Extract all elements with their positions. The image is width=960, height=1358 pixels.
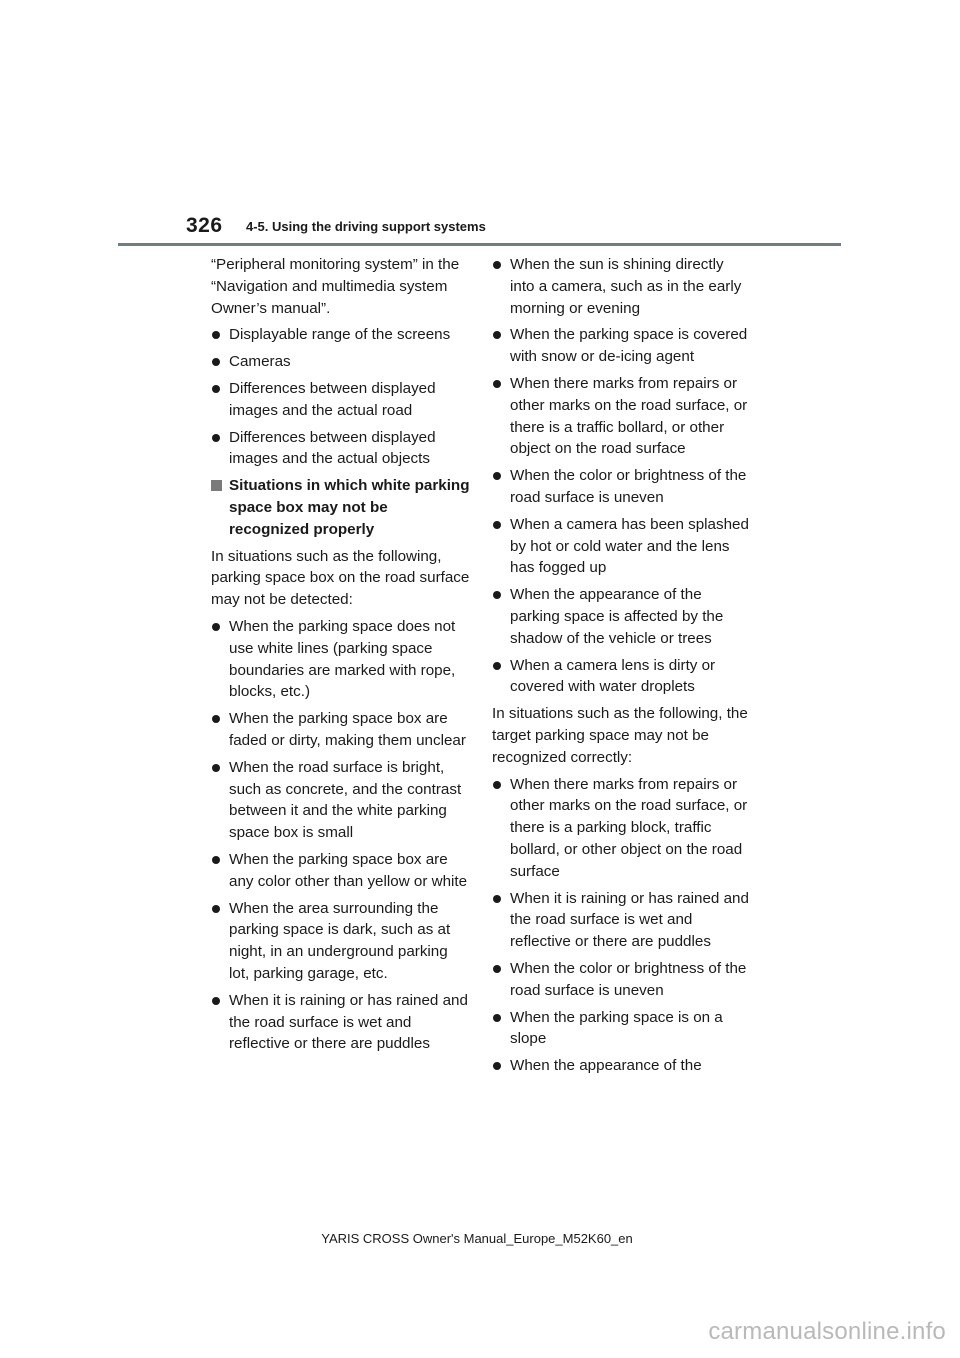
bullet-icon	[493, 965, 501, 973]
subheading	[211, 475, 471, 540]
list-item	[211, 849, 471, 893]
footer	[0, 1231, 960, 1246]
bullet-icon	[493, 1014, 501, 1022]
list-item-text: When a camera has been splashed by hot or cold water and the lens has fogged up	[510, 515, 749, 577]
bullet-icon	[493, 591, 501, 599]
bullet-icon	[212, 331, 220, 339]
list-item	[492, 324, 752, 368]
list-item	[211, 324, 471, 346]
list-item-text: When the road surface is bright, such as concrete, and the contrast between it and the white parking space box is small	[229, 758, 462, 842]
list-item	[492, 1055, 752, 1077]
bullet-icon	[493, 1062, 501, 1070]
list-item-text: When it is raining or has rained and the road surface is wet and reflective or there are puddles	[510, 889, 749, 951]
list-item	[492, 254, 752, 319]
list-item-text: When it is raining or has rained and the road surface is wet and reflective or there are puddles	[229, 991, 468, 1053]
list-item	[211, 898, 471, 985]
header-rule	[118, 243, 841, 246]
list-item-text: When the parking space box are any color other than yellow or white	[229, 850, 468, 890]
list-item	[492, 1007, 752, 1051]
list-item	[492, 888, 752, 953]
list-item	[211, 708, 471, 752]
list-item-text: When there marks from repairs or other marks on the road surface, or there is a parking block, traffic bollard, or other object on the road surface	[510, 775, 748, 880]
bullet-icon	[212, 358, 220, 366]
list-item	[211, 351, 471, 373]
bullet-icon	[493, 521, 501, 529]
list-item	[211, 757, 471, 844]
bullet-icon	[493, 380, 501, 388]
list-item	[492, 584, 752, 649]
list-item	[211, 378, 471, 422]
list-item-text: When a camera lens is dirty or covered with water droplets	[510, 656, 716, 696]
square-marker-icon	[211, 480, 222, 491]
list-item	[492, 465, 752, 509]
list-item	[492, 655, 752, 699]
paragraph: In situations such as the following, parking space box on the road surface may not be detected:	[211, 547, 470, 609]
list-item-text: When the parking space does not use white lines (parking space boundaries are marked with rope, blocks, etc.)	[229, 617, 456, 701]
bullet-icon	[493, 331, 501, 339]
list-item	[492, 373, 752, 460]
list-item-text: Differences between displayed images and the actual road	[229, 379, 436, 419]
bullet-icon	[212, 856, 220, 864]
section-title: 4-5. Using the driving support systems	[246, 219, 486, 234]
list-item-text: When the appearance of the	[510, 1057, 702, 1075]
right-column	[492, 254, 752, 1082]
list-item-text: When the color or brightness of the road surface is uneven	[510, 467, 747, 506]
list-item	[492, 774, 752, 883]
bullet-icon	[212, 623, 220, 631]
list-item	[211, 616, 471, 703]
list-item-text: Differences between displayed images and the actual objects	[229, 428, 436, 468]
bullet-icon	[493, 662, 501, 670]
subheading-text: Situations in which white parking space box may not be recognized properly	[229, 477, 470, 538]
bullet-icon	[212, 434, 220, 442]
list-item	[211, 990, 471, 1055]
list-item-text: When there marks from repairs or other marks on the road surface, or there is a traffic bollard, or other object on the road surface	[510, 374, 748, 458]
list-item-text: When the appearance of the parking space is affected by the shadow of the vehicle or trees	[510, 586, 724, 647]
list-item-text: Cameras	[229, 353, 291, 371]
bullet-icon	[212, 905, 220, 913]
list-item-text: When the sun is shining directly into a camera, such as in the early morning or evening	[510, 256, 742, 317]
page-number: 326	[186, 214, 223, 237]
bullet-icon	[493, 472, 501, 480]
list-item-text: Displayable range of the screens	[229, 326, 451, 344]
footer-manual-name: YARIS CROSS Owner's Manual_Europe_M52K60_en	[321, 1231, 633, 1246]
bullet-icon	[212, 764, 220, 772]
bullet-icon	[493, 781, 501, 789]
bullet-icon	[493, 895, 501, 903]
bullet-icon	[212, 997, 220, 1005]
list-item	[211, 427, 471, 471]
list-item-text: When the parking space is on a slope	[510, 1008, 723, 1048]
list-item	[492, 958, 752, 1002]
bullet-icon	[212, 715, 220, 723]
paragraph: In situations such as the following, the target parking space may not be recognized correctly:	[492, 705, 748, 766]
bullet-icon	[493, 261, 501, 269]
list-item-text: When the area surrounding the parking space is dark, such as at night, in an underground parking lot, parking garage, etc.	[229, 899, 451, 982]
left-column	[211, 254, 471, 1060]
list-item-text: When the parking space is covered with snow or de-icing agent	[510, 326, 748, 366]
watermark[interactable]: carmanualsonline.info	[708, 1318, 946, 1345]
list-item-text: When the color or brightness of the road surface is uneven	[510, 959, 747, 999]
bullet-icon	[212, 385, 220, 393]
list-item-text: When the parking space box are faded or dirty, making them unclear	[229, 710, 466, 749]
list-item	[492, 514, 752, 579]
intro-paragraph: “Peripheral monitoring system” in the “Navigation and multimedia system Owner’s manual”.	[211, 256, 460, 317]
